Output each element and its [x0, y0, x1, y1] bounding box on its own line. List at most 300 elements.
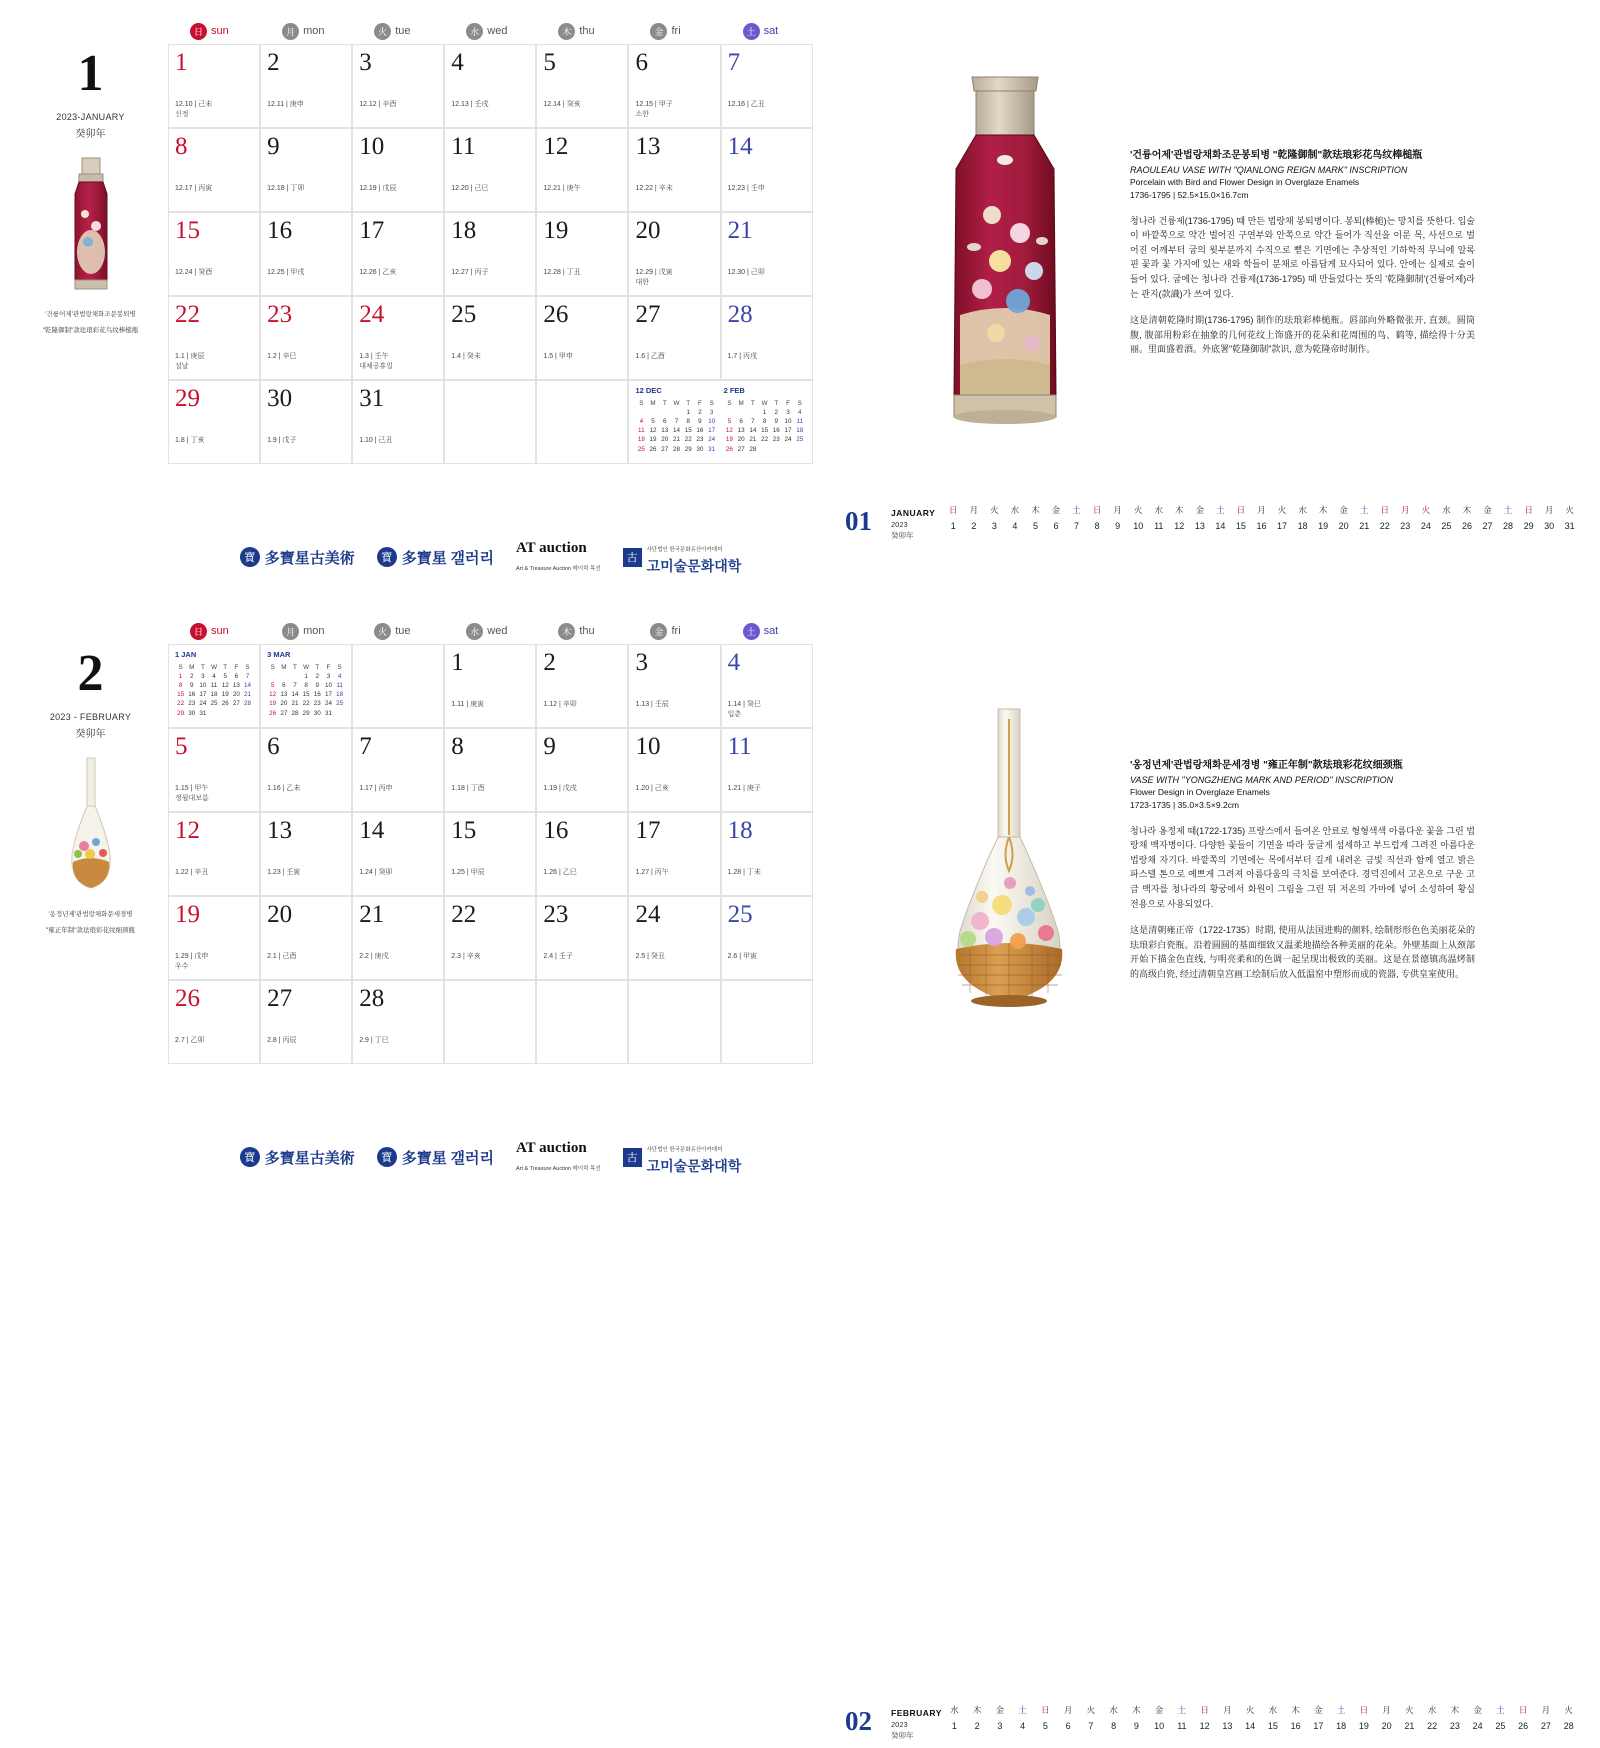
day-number: 13	[635, 133, 661, 160]
logo-label: AT auction	[515, 540, 587, 556]
calendar-day[interactable]	[260, 812, 352, 896]
mini-head: T	[223, 663, 228, 671]
calendar-day[interactable]	[260, 896, 352, 980]
mini-day: 5	[223, 673, 227, 680]
mini-day: 19	[221, 691, 229, 699]
calendar-day[interactable]	[628, 44, 720, 128]
calendar-day[interactable]	[721, 296, 813, 380]
strip-date[interactable]: 27	[1482, 521, 1493, 531]
logo-dobosung-gallery[interactable]	[377, 547, 494, 568]
calendar-day-empty	[352, 644, 444, 728]
strip-weekday: 月	[1544, 505, 1554, 515]
calendar-day[interactable]	[444, 812, 536, 896]
article-title-en: Porcelain with Bird and Flower Design in Overglaze Enamels	[1130, 177, 1360, 187]
strip-date[interactable]: 13	[1194, 521, 1205, 531]
calendar-day[interactable]	[260, 128, 352, 212]
strip-date[interactable]: 22	[1379, 521, 1390, 531]
mini-day: 15	[302, 691, 310, 699]
calendar-day[interactable]	[536, 644, 628, 728]
calendar-day[interactable]	[536, 728, 628, 812]
day-number: 6	[635, 49, 648, 76]
calendar-day[interactable]	[168, 212, 260, 296]
calendar-day[interactable]	[721, 644, 813, 728]
february-month-header	[18, 618, 163, 936]
strip-date[interactable]: 1	[951, 1721, 957, 1731]
strip-date[interactable]: 12	[1199, 1721, 1210, 1731]
logo-at-auction[interactable]	[516, 1139, 601, 1175]
strip-date[interactable]: 7	[1074, 521, 1080, 531]
mini-day: 31	[708, 445, 716, 453]
calendar-day[interactable]	[536, 44, 628, 128]
mini-day	[659, 408, 671, 417]
strip-date[interactable]: 5	[1032, 521, 1038, 531]
strip-date[interactable]: 28	[1563, 1721, 1574, 1731]
strip-year: 2023	[891, 520, 908, 529]
strip-weekday: 水	[1109, 1705, 1118, 1715]
logo-komisul-university[interactable]	[623, 1138, 742, 1176]
weekday-kanji-mon: 月	[282, 23, 299, 40]
strip-days	[943, 502, 1580, 534]
weekday-en-wed: wed	[487, 625, 508, 637]
logo-dobosung-antique[interactable]	[240, 1147, 355, 1168]
calendar-day[interactable]	[352, 812, 444, 896]
strip-date[interactable]: 25	[1495, 1721, 1506, 1731]
calendar-day-empty	[444, 980, 536, 1064]
mini-day: 18	[796, 427, 804, 435]
article-title-ko: '건륭어제'관법랑채화조문봉퇴병 "乾隆御制"款珐琅彩花鸟纹棒槌瓶	[1130, 150, 1423, 161]
strip-date[interactable]: 26	[1518, 1721, 1529, 1731]
mini-day: 18	[336, 691, 344, 699]
weekday-en-mon: mon	[303, 625, 325, 637]
strip-date[interactable]: 5	[1042, 1721, 1048, 1731]
mini-day: 2	[698, 409, 702, 416]
day-lunar: 2.9 | 丁巳	[359, 1037, 389, 1044]
strip-date[interactable]: 14	[1245, 1721, 1256, 1731]
strip-date[interactable]: 19	[1358, 1721, 1369, 1731]
calendar-day[interactable]	[628, 644, 720, 728]
strip-date[interactable]: 21	[1404, 1721, 1415, 1731]
calendar-day[interactable]	[260, 212, 352, 296]
strip-weekday: 月	[1257, 505, 1266, 515]
strip-month-name: FEBRUARY	[891, 1708, 942, 1718]
strip-date[interactable]: 23	[1449, 1721, 1460, 1731]
calendar-day[interactable]	[260, 296, 352, 380]
strip-date[interactable]: 15	[1235, 521, 1246, 531]
strip-date[interactable]: 8	[1094, 521, 1100, 531]
mini-head: W	[673, 399, 680, 407]
strip-date[interactable]: 2	[974, 1721, 980, 1731]
calendar-day[interactable]	[352, 980, 444, 1064]
mini-day: 18	[637, 436, 645, 444]
calendar-day[interactable]	[168, 728, 260, 812]
weekday-en-tue: tue	[395, 25, 411, 37]
day-lunar: 1.7 | 丙戌	[727, 353, 758, 360]
calendar-day[interactable]	[444, 128, 536, 212]
calendar-day[interactable]	[168, 44, 260, 128]
calendar-day[interactable]	[444, 296, 536, 380]
strip-date[interactable]: 1	[950, 521, 956, 531]
calendar-day[interactable]	[721, 128, 813, 212]
strip-date[interactable]: 9	[1115, 521, 1121, 531]
logo-komisul-university[interactable]	[623, 538, 742, 576]
mini-day: 27	[280, 709, 288, 717]
calendar-day[interactable]	[721, 728, 813, 812]
thumbnail-caption-line2: "雍正年制"款珐琅彩花纹细颈瓶	[45, 926, 136, 934]
day-lunar: 12.30 | 己卯	[727, 269, 765, 276]
calendar-day[interactable]	[352, 728, 444, 812]
mini-day: 22	[177, 700, 185, 708]
day-lunar: 12.29 | 戊寅	[635, 269, 673, 276]
strip-date[interactable]: 21	[1359, 521, 1370, 531]
calendar-day-empty	[536, 980, 628, 1064]
day-note: 입춘	[727, 711, 742, 718]
day-lunar: 1.11 | 庚寅	[451, 701, 485, 708]
calendar-day[interactable]	[536, 212, 628, 296]
day-number: 14	[727, 133, 753, 160]
strip-date[interactable]: 19	[1318, 521, 1329, 531]
weekday-sat	[721, 18, 813, 44]
day-number: 16	[543, 817, 569, 844]
calendar-day[interactable]	[721, 44, 813, 128]
strip-date[interactable]: 18	[1336, 1721, 1347, 1731]
calendar-day[interactable]	[536, 296, 628, 380]
calendar-day[interactable]	[352, 296, 444, 380]
day-note: 우수	[175, 963, 189, 970]
mini-month-title: 2 FEB	[723, 386, 745, 395]
day-number: 22	[451, 901, 477, 928]
mini-day: 26	[725, 445, 733, 453]
strip-date[interactable]: 13	[1222, 1721, 1233, 1731]
mini-day: 4	[337, 673, 342, 680]
calendar-day[interactable]	[628, 128, 720, 212]
strip-date[interactable]: 17	[1277, 521, 1288, 531]
weekday-kanji-thu: 木	[558, 623, 575, 640]
strip-weekday: 火	[1133, 505, 1143, 515]
day-lunar: 1.14 | 癸巳	[727, 701, 761, 708]
vase-image-january	[900, 65, 1110, 460]
mini-day: 9	[774, 418, 779, 426]
day-number: 12	[543, 133, 569, 160]
calendar-day[interactable]	[628, 728, 720, 812]
strip-date[interactable]: 26	[1461, 521, 1472, 531]
calendar-day[interactable]	[260, 728, 352, 812]
january-date-strip	[845, 502, 1580, 548]
mini-month	[724, 386, 806, 454]
calendar-day[interactable]	[260, 380, 352, 464]
calendar-day-empty	[721, 980, 813, 1064]
mini-day: 4	[212, 673, 216, 680]
day-note: 소한	[635, 111, 649, 118]
calendar-day[interactable]	[352, 896, 444, 980]
strip-weekday: 木	[972, 1705, 982, 1715]
calendar-day[interactable]	[352, 128, 444, 212]
mini-day: 19	[725, 436, 733, 444]
weekday-kanji-thu: 木	[558, 23, 575, 40]
mini-day: 27	[737, 445, 745, 453]
strip-date[interactable]: 2	[971, 521, 977, 531]
calendar-day[interactable]	[444, 212, 536, 296]
mini-day: 9	[189, 682, 194, 690]
day-note: 설날	[175, 363, 189, 370]
calendar-day[interactable]	[721, 896, 813, 980]
day-number: 17	[359, 217, 385, 244]
mini-day: 20	[737, 436, 745, 444]
strip-weekday: 土	[1018, 1705, 1027, 1715]
mini-day: 26	[269, 709, 277, 717]
article-dimension: 1723-1735 | 35.0×3.5×9.2cm	[1130, 799, 1240, 810]
mini-day: 24	[199, 700, 207, 708]
month-number: 1	[77, 45, 104, 102]
mini-day: 19	[649, 436, 657, 444]
mini-day: 23	[772, 436, 780, 444]
calendar-day[interactable]	[444, 44, 536, 128]
calendar-day[interactable]	[536, 896, 628, 980]
mini-month-cell	[260, 644, 352, 728]
day-lunar: 12.15 | 甲子	[635, 101, 673, 108]
strip-date[interactable]: 22	[1427, 1721, 1438, 1731]
day-number: 4	[727, 649, 741, 676]
mini-day: 11	[796, 418, 804, 426]
strip-ganji: 癸卯年	[891, 1731, 914, 1740]
month-ganji: 癸卯年	[75, 729, 106, 740]
mini-head: W	[303, 663, 310, 671]
day-number: 28	[359, 985, 385, 1012]
weekday-sun	[168, 618, 260, 644]
strip-date[interactable]: 4	[1012, 521, 1018, 531]
mini-day: 12	[649, 427, 657, 435]
day-note: 대체공휴일	[359, 363, 393, 370]
day-number: 19	[175, 901, 200, 928]
day-number: 17	[635, 817, 661, 844]
day-number: 7	[359, 733, 372, 760]
strip-weekday: 木	[1291, 1705, 1300, 1715]
strip-date[interactable]: 23	[1400, 521, 1411, 531]
day-number: 24	[635, 901, 661, 928]
strip-date[interactable]: 15	[1267, 1721, 1278, 1731]
mini-day: 13	[737, 427, 745, 435]
strip-date[interactable]: 16	[1290, 1721, 1301, 1731]
strip-date[interactable]: 10	[1154, 1721, 1165, 1731]
mini-day: 11	[638, 427, 645, 435]
strip-date[interactable]: 3	[997, 1721, 1003, 1731]
mini-day: 21	[749, 436, 757, 444]
day-lunar: 12.14 | 癸亥	[543, 101, 581, 108]
calendar-day[interactable]	[628, 212, 720, 296]
mini-day: 28	[291, 709, 299, 717]
month-ganji: 癸卯年	[75, 129, 106, 140]
calendar-day[interactable]	[721, 212, 813, 296]
strip-date[interactable]: 10	[1133, 521, 1144, 531]
weekday-thu	[536, 18, 628, 44]
mini-day: 17	[784, 427, 792, 435]
mini-day: 17	[708, 427, 716, 435]
day-number: 2	[543, 649, 556, 676]
day-number: 18	[451, 217, 477, 244]
weekday-en-sun: sun	[211, 625, 229, 637]
mini-day	[747, 408, 759, 417]
day-note: 신정	[175, 111, 189, 118]
strip-date[interactable]: 25	[1441, 521, 1452, 531]
strip-date[interactable]: 11	[1177, 1721, 1187, 1731]
strip-date[interactable]: 16	[1256, 521, 1267, 531]
mini-month	[635, 386, 717, 454]
day-lunar: 12.10 | 己未	[175, 101, 213, 108]
mini-day: 1	[686, 409, 690, 416]
mini-head: S	[270, 663, 275, 671]
month-number: 2	[77, 645, 104, 702]
strip-date[interactable]: 4	[1020, 1721, 1026, 1731]
day-number: 15	[175, 217, 200, 244]
calendar-day[interactable]	[168, 128, 260, 212]
strip-weekday: 金	[1051, 505, 1061, 515]
calendar-day[interactable]	[444, 644, 536, 728]
mini-day: 12	[221, 682, 229, 690]
strip-date[interactable]: 8	[1111, 1721, 1117, 1731]
strip-date-row	[943, 518, 1580, 534]
mini-day: 29	[177, 709, 185, 717]
strip-weekday: 水	[1427, 1705, 1437, 1715]
mini-head: T	[774, 399, 779, 407]
strip-date[interactable]: 9	[1133, 1721, 1139, 1731]
day-number: 27	[267, 985, 293, 1012]
mini-day: 10	[708, 418, 716, 426]
calendar-day[interactable]	[536, 128, 628, 212]
strip-date[interactable]: 24	[1420, 521, 1431, 531]
day-number: 14	[359, 817, 385, 844]
day-lunar: 1.16 | 乙未	[267, 785, 301, 792]
mini-day: 12	[269, 691, 277, 699]
strip-weekday: 月	[1541, 1705, 1551, 1715]
day-lunar: 1.1 | 庚辰	[175, 353, 205, 360]
strip-date[interactable]: 18	[1297, 521, 1308, 531]
strip-date[interactable]: 3	[991, 521, 997, 531]
strip-weekday: 日	[1524, 505, 1533, 515]
vase-thumbnail-february	[58, 754, 124, 904]
article-dimension: 1736-1795 | 52.5×15.0×16.7cm	[1130, 189, 1249, 200]
calendar-day[interactable]	[444, 728, 536, 812]
calendar-day[interactable]	[444, 896, 536, 980]
calendar-day[interactable]	[352, 212, 444, 296]
mini-head: T	[293, 663, 297, 671]
calendar-day-empty	[444, 380, 536, 464]
strip-weekday: 月	[1223, 1705, 1232, 1715]
mini-months-cell	[628, 380, 812, 464]
mini-day: 12	[725, 427, 733, 435]
mini-day: 16	[772, 427, 780, 435]
day-number: 21	[727, 217, 753, 244]
day-lunar: 12.24 | 癸酉	[175, 269, 213, 276]
strip-date[interactable]: 17	[1313, 1721, 1324, 1731]
day-lunar: 1.28 | 丁未	[727, 869, 761, 876]
calendar-day[interactable]	[168, 812, 260, 896]
strip-weekday: 水	[1298, 505, 1307, 515]
weekday-kanji-tue: 火	[374, 623, 391, 640]
mini-head: S	[639, 399, 644, 407]
strip-date[interactable]: 28	[1503, 521, 1514, 531]
calendar-day[interactable]	[168, 980, 260, 1064]
strip-year: 2023	[891, 1720, 908, 1729]
strip-weekday: 日	[1092, 505, 1102, 515]
strip-weekday: 木	[1450, 1705, 1460, 1715]
strip-date[interactable]: 24	[1472, 1721, 1483, 1731]
calendar-day[interactable]	[628, 896, 720, 980]
strip-date[interactable]: 14	[1215, 521, 1226, 531]
calendar-day[interactable]	[628, 812, 720, 896]
article-body-cn: 这是清朝雍正帝（1722-1735）时期, 使用从法国进购的颜料, 绘制形形色色美丽花朵的珐琅彩白瓷瓶。沿着圆圆的基面细致又温柔地描绘各种美丽的花朵。外壁基面上从颈部开始下描金色直线, 与明亮柔和的色调一起呈现出极致的美丽。这是在景德镇高温烤制的高级白瓷, 经过清朝皇宫画工绘制后放入低温窑中塑形而成的瓷器, 专供皇室使用。	[1130, 925, 1475, 979]
mini-day: 8	[178, 682, 183, 690]
strip-date[interactable]: 12	[1174, 521, 1185, 531]
day-number: 2	[267, 49, 280, 76]
day-lunar: 1.25 | 甲辰	[451, 869, 485, 876]
strip-date[interactable]: 20	[1338, 521, 1349, 531]
mini-day: 28	[749, 445, 757, 453]
strip-date[interactable]: 29	[1523, 521, 1534, 531]
calendar-day[interactable]	[260, 980, 352, 1064]
dobosung-gallery-icon: 寶	[377, 547, 397, 567]
mini-day: 25	[637, 445, 645, 453]
calendar-day[interactable]	[721, 812, 813, 896]
mini-day: 14	[672, 427, 680, 435]
mini-day: 10	[784, 418, 792, 426]
day-lunar: 2.6 | 甲寅	[727, 953, 758, 960]
weekday-kanji-mon: 月	[282, 623, 299, 640]
calendar-day[interactable]	[536, 812, 628, 896]
calendar-day[interactable]	[168, 896, 260, 980]
calendar-day[interactable]	[628, 296, 720, 380]
strip-date[interactable]: 11	[1154, 521, 1164, 531]
strip-date[interactable]: 6	[1053, 521, 1059, 531]
mini-day: 24	[708, 436, 716, 444]
logo-at-auction[interactable]	[516, 539, 601, 575]
logo-label: 多寶星古美術	[264, 550, 355, 567]
strip-date[interactable]: 6	[1065, 1721, 1071, 1731]
day-lunar: 2.5 | 癸丑	[635, 953, 665, 960]
logo-dobosung-gallery[interactable]	[377, 1147, 494, 1168]
day-number: 22	[175, 301, 200, 328]
strip-date[interactable]: 27	[1540, 1721, 1551, 1731]
mini-day: 3	[326, 673, 331, 680]
calendar-day[interactable]	[352, 380, 444, 464]
strip-weekday: 土	[1072, 505, 1081, 515]
calendar-day[interactable]	[352, 44, 444, 128]
weekday-fri	[628, 18, 720, 44]
strip-date[interactable]: 30	[1544, 521, 1555, 531]
weekday-sat	[721, 618, 813, 644]
calendar-day[interactable]	[260, 44, 352, 128]
mini-day	[220, 709, 231, 718]
day-number: 27	[635, 301, 661, 328]
mini-day: 21	[672, 436, 680, 444]
mini-day: 15	[761, 427, 769, 435]
logo-dobosung-antique[interactable]	[240, 547, 355, 568]
calendar-day[interactable]	[168, 380, 260, 464]
mini-day: 13	[661, 427, 669, 435]
article-title-en: Flower Design in Overglaze Enamels	[1130, 787, 1270, 797]
mini-day: 30	[313, 709, 321, 717]
day-number: 12	[175, 817, 200, 844]
strip-date[interactable]: 31	[1564, 521, 1575, 531]
mini-day: 22	[684, 436, 692, 444]
calendar-day[interactable]	[168, 296, 260, 380]
strip-weekday: 木	[1175, 505, 1184, 515]
strip-weekday: 土	[1216, 505, 1225, 515]
day-number: 10	[359, 133, 385, 160]
mini-day: 25	[336, 700, 344, 708]
strip-date[interactable]: 7	[1088, 1721, 1094, 1731]
strip-weekday: 月	[1113, 505, 1122, 515]
strip-date[interactable]: 20	[1381, 1721, 1392, 1731]
strip-weekday: 月	[1063, 1705, 1073, 1715]
